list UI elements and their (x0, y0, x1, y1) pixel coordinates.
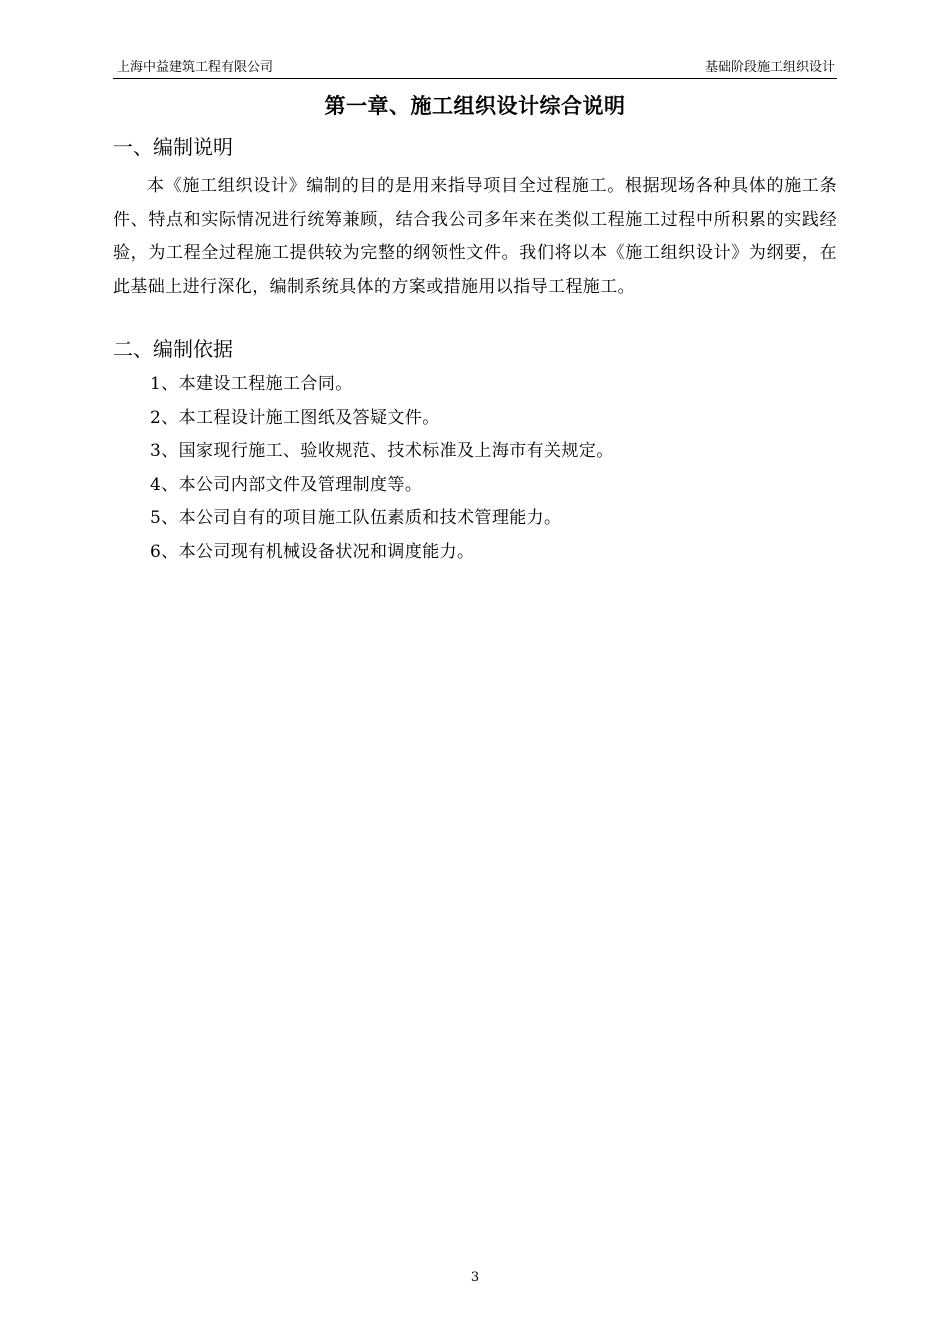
section-heading-compilation-notes: 一、编制说明 (113, 135, 233, 159)
page-header (113, 58, 837, 79)
compilation-notes-paragraph: 本《施工组织设计》编制的目的是用来指导项目全过程施工。根据现场各种具体的施工条件、特点和实际情况进行统筹兼顾，结合我公司多年来在类似工程施工过程中所积累的实践经验，为工程全过程施工提供较为完整的纲领性文件。我们将以本《施工组织设计》为纲要，在此基础上进行深化，编制系统具体的方案或措施用以指导工程施工。 (113, 176, 837, 297)
list-item: 5、本公司自有的项目施工队伍素质和技术管理能力。 (150, 508, 562, 528)
compilation-basis-list (150, 372, 614, 573)
list-item: 4、本公司内部文件及管理制度等。 (150, 474, 423, 495)
list-item: 2、本工程设计施工图纸及答疑文件。 (150, 407, 440, 428)
chapter-title: 第一章、施工组织设计综合说明 (324, 93, 626, 118)
header-company-name: 上海中益建筑工程有限公司 (117, 60, 274, 75)
list-item: 3、国家现行施工、验收规范、技术标准及上海市有关规定。 (150, 441, 614, 461)
list-item: 6、本公司现有机械设备状况和调度能力。 (150, 541, 475, 562)
header-document-title: 基础阶段施工组织设计 (704, 60, 835, 75)
list-item: 1、本建设工程施工合同。 (150, 374, 353, 394)
page-number: 3 (470, 1270, 480, 1285)
section-heading-compilation-basis: 二、编制依据 (113, 337, 233, 361)
